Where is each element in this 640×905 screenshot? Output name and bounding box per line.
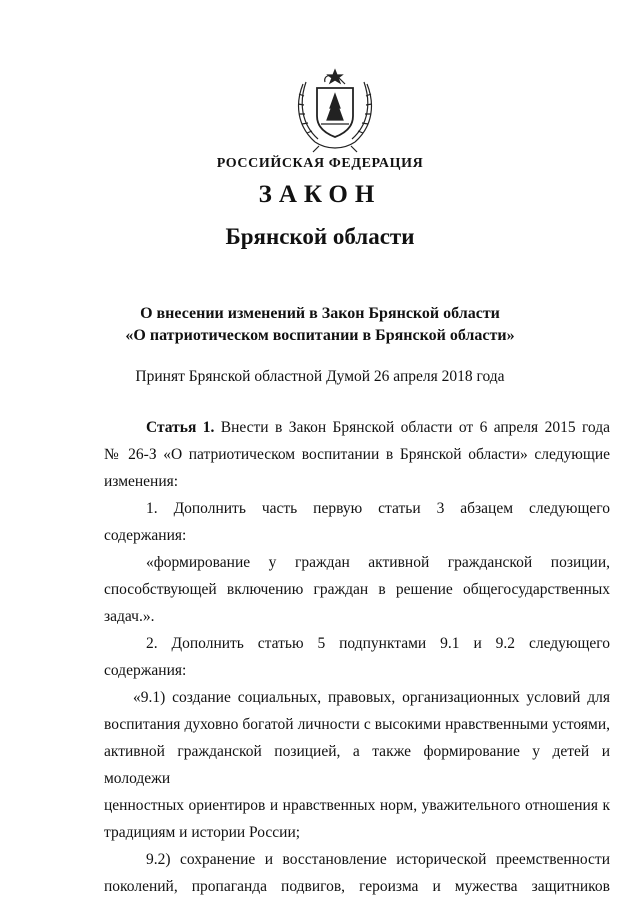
- coat-of-arms-emblem: [293, 64, 377, 154]
- item-2-line: 2. Дополнить статью 5 подпунктами 9.1 и 9.2 следующего содержания:: [104, 635, 610, 679]
- point-9-1-line: активной гражданской позицией, а также формирование у детей и молодежи: [104, 743, 610, 787]
- point-9-1-line: традициям и истории России;: [104, 824, 301, 841]
- point-9-1-line: «9.1) создание социальных, правовых, организационных условий для: [133, 689, 610, 706]
- article-body: [104, 414, 610, 900]
- adoption-note: Принят Брянской областной Думой 26 апреля 2018 года: [135, 368, 505, 385]
- article-label: Статья 1.: [146, 419, 215, 436]
- law-title-line: О внесении изменений в Закон Брянской области: [140, 305, 500, 322]
- quote-1-line: задач.».: [104, 608, 155, 625]
- region-heading: Брянской области: [225, 224, 415, 249]
- document-type-heading: ЗАКОН: [258, 181, 382, 208]
- article-intro-line: изменения:: [104, 473, 179, 490]
- article-intro-text: Внести в Закон Брянской области от 6 апреля 2015 года: [220, 419, 610, 436]
- article-intro-line: [104, 414, 610, 441]
- law-title: [0, 303, 640, 347]
- article-intro-line: № 26-З «О патриотическом воспитании в Брянской области» следующие: [104, 446, 610, 463]
- point-9-1-line: воспитания духовно богатой личности с высокими нравственными устоями,: [104, 716, 610, 733]
- law-title-line: «О патриотическом воспитании в Брянской области»: [125, 327, 515, 344]
- item-1-line: 1. Дополнить часть первую статьи 3 абзацем следующего содержания:: [104, 500, 610, 544]
- point-9-2-line: поколений, пропаганда подвигов, героизма и мужества защитников: [104, 878, 610, 895]
- quote-1-line: способствующей включению граждан в решение общегосударственных: [104, 581, 610, 598]
- point-9-1-line: ценностных ориентиров и нравственных норм, уважительного отношения к: [104, 797, 610, 814]
- point-9-2-line: 9.2) сохранение и восстановление исторической преемственности: [146, 851, 610, 868]
- quote-1-line: «формирование у граждан активной гражданской позиции,: [146, 554, 610, 571]
- country-heading: РОССИЙСКАЯ ФЕДЕРАЦИЯ: [216, 156, 424, 171]
